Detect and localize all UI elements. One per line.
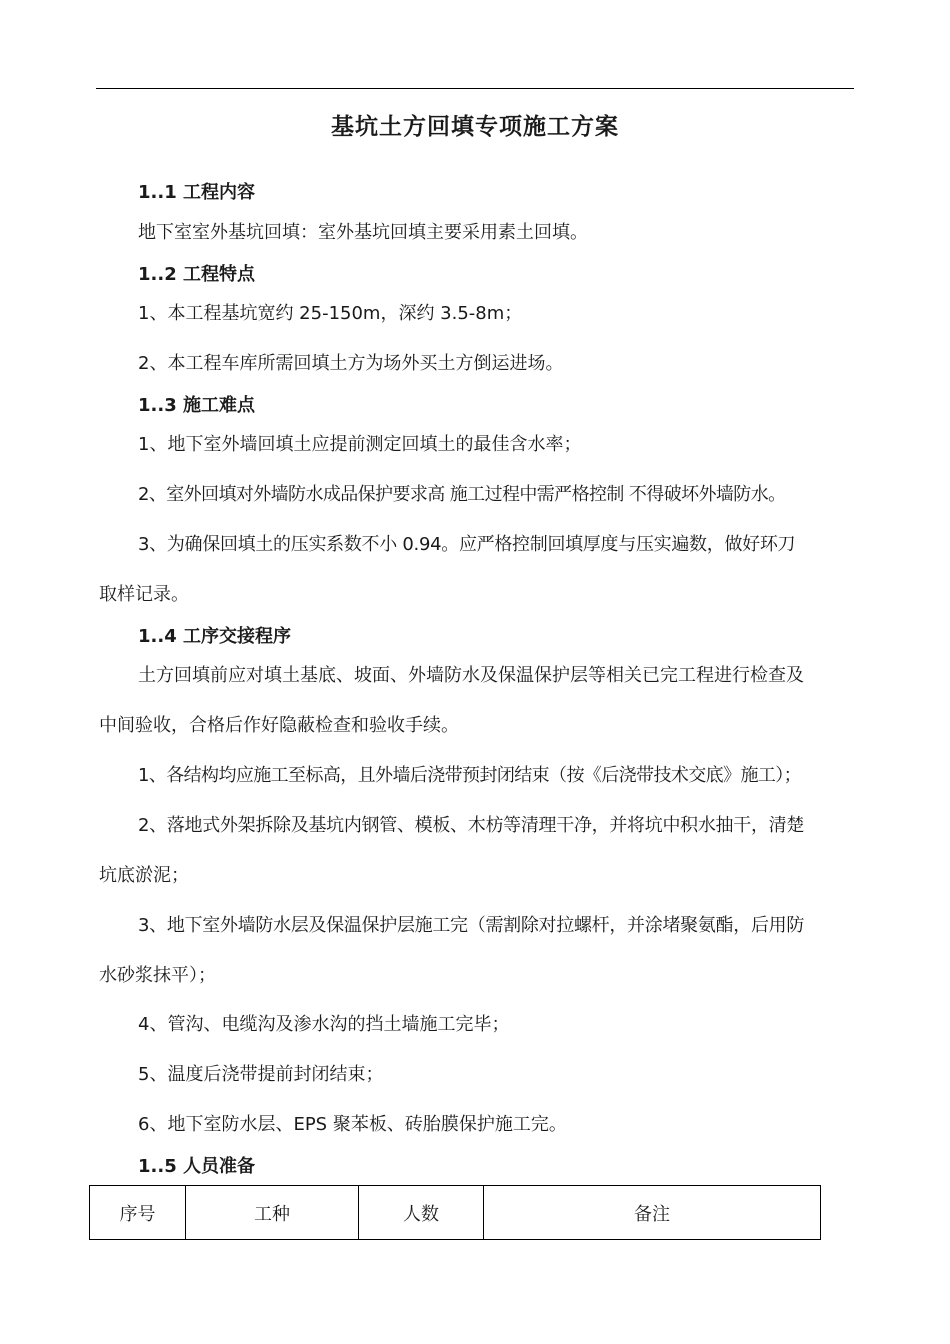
- list-item: 2、本工程车库所需回填土方为场外买土方倒运进场。: [138, 353, 564, 374]
- list-item: 2、落地式外架拆除及基坑内钢管、模板、木枋等清理干净，并将坑中积水抽干，清楚: [138, 815, 805, 836]
- paragraph-continued: 中间验收，合格后作好隐蔽检查和验收手续。: [99, 715, 459, 736]
- list-item-continued: 取样记录。: [99, 584, 189, 605]
- section-heading-1-4: 1..4 工序交接程序: [138, 626, 291, 647]
- section-heading-1-1: 1..1 工程内容: [138, 182, 255, 203]
- column-header-count: 人数: [359, 1186, 484, 1240]
- list-item: 4、管沟、电缆沟及渗水沟的挡土墙施工完毕；: [138, 1014, 510, 1035]
- list-item: 2、室外回填对外墙防水成品保护要求高 施工过程中需严格控制 不得破坏外墙防水。: [138, 484, 786, 505]
- list-item-continued: 水砂浆抹平）；: [99, 965, 216, 986]
- table-header-row: [90, 1186, 821, 1240]
- paragraph: 地下室室外基坑回填：室外基坑回填主要采用素土回填。: [138, 222, 588, 243]
- list-item: 1、各结构均应施工至标高，且外墙后浇带预封闭结束（按《后浇带技术交底》施工）；: [138, 765, 802, 786]
- section-heading-1-5: 1..5 人员准备: [138, 1156, 255, 1177]
- list-item: 6、地下室防水层、EPS 聚苯板、砖胎膜保护施工完。: [138, 1114, 567, 1135]
- paragraph: 土方回填前应对填土基底、坡面、外墙防水及保温保护层等相关已完工程进行检查及: [138, 665, 804, 686]
- list-item-continued: 坑底淤泥；: [99, 865, 189, 886]
- column-header-trade: 工种: [186, 1186, 359, 1240]
- column-header-serial: 序号: [90, 1186, 186, 1240]
- list-item: 1、地下室外墙回填土应提前测定回填土的最佳含水率；: [138, 434, 582, 455]
- list-item: 3、地下室外墙防水层及保温保护层施工完（需割除对拉螺杆，并涂堵聚氨酯，后用防: [138, 915, 805, 936]
- section-heading-1-2: 1..2 工程特点: [138, 264, 255, 285]
- section-heading-1-3: 1..3 施工难点: [138, 395, 255, 416]
- list-item: 1、本工程基坑宽约 25-150m，深约 3.5-8m；: [138, 303, 523, 324]
- header-rule: [96, 88, 854, 89]
- column-header-remarks: 备注: [484, 1186, 821, 1240]
- list-item: 5、温度后浇带提前封闭结束；: [138, 1064, 384, 1085]
- list-item: 3、为确保回填土的压实系数不小 0.94。应严格控制回填厚度与压实遍数，做好环刀: [138, 534, 796, 555]
- staff-table: [89, 1185, 821, 1240]
- document-title: 基坑土方回填专项施工方案: [331, 114, 619, 140]
